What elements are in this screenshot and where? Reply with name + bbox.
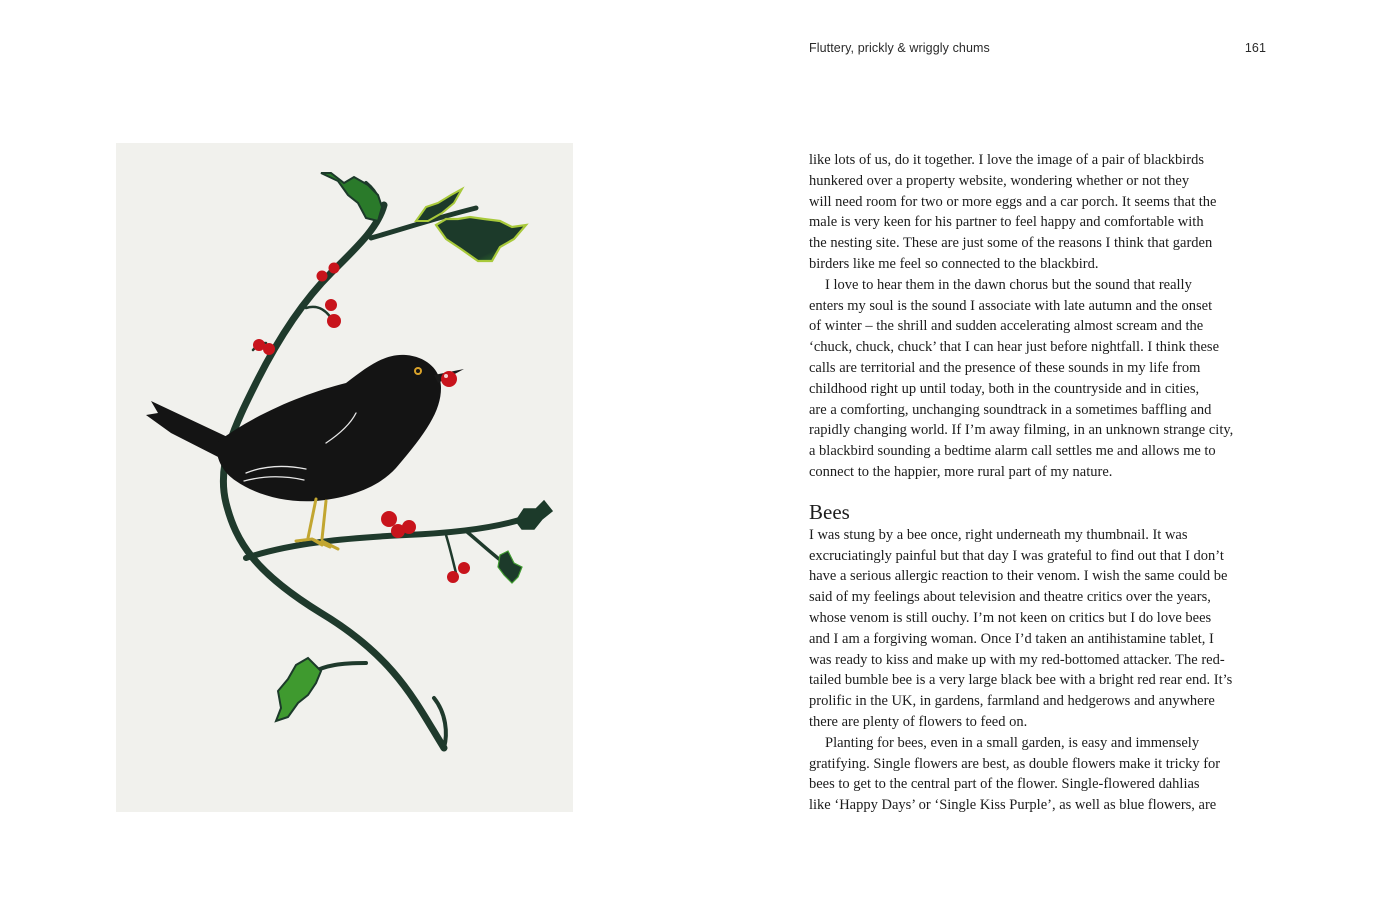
- blackbird-holly-illustration: [116, 143, 573, 812]
- text-line: like ‘Happy Days’ or ‘Single Kiss Purple’, as well as blue flowers, are: [809, 797, 1217, 814]
- text-line: Planting for bees, even in a small garden, is easy and immensely: [825, 734, 1200, 751]
- text-line: like lots of us, do it together. I love the image of a pair of blackbirds: [809, 152, 1205, 168]
- text-line: the nesting site. These are just some of the reasons I think that garden: [809, 235, 1213, 252]
- text-line: childhood right up until today, both in the countryside and in cities,: [809, 380, 1200, 397]
- page-number: 161: [1244, 41, 1266, 55]
- perch-twig: [466, 531, 504, 563]
- text-line: birders like me feel so connected to the blackbird.: [809, 255, 1099, 272]
- text-line: said of my feelings about television and theatre critics over the years,: [809, 589, 1211, 606]
- paragraph: [809, 525, 1269, 733]
- text-line: tailed bumble bee is a very large black bee with a bright red rear end. It’s: [809, 672, 1233, 689]
- text-line: excruciatingly painful but that day I was grateful to find out that I don’t: [809, 547, 1224, 564]
- section-heading: Bees: [809, 499, 850, 524]
- berry: [329, 263, 340, 274]
- berry: [317, 271, 328, 282]
- text-line: of winter – the shrill and sudden accelerating almost scream and the: [809, 318, 1204, 335]
- berry: [327, 314, 341, 328]
- berry: [447, 571, 459, 583]
- text-line: ‘chuck, chuck, chuck’ that I can hear just before nightfall. I think these: [809, 339, 1220, 356]
- running-title: Fluttery, prickly & wriggly chums: [809, 41, 990, 55]
- text-line: male is very keen for his partner to feel happy and comfortable with: [809, 214, 1204, 231]
- holly-leaf-top: [321, 173, 382, 221]
- text-line: and I am a forgiving woman. Once I’d taken an antihistamine tablet, I: [809, 630, 1214, 647]
- text-line: gratifying. Single flowers are best, as double flowers make it tricky for: [809, 755, 1221, 772]
- berry-in-beak: [441, 371, 457, 387]
- text-line: prolific in the UK, in gardens, farmland and hedgerows and anywhere: [809, 693, 1215, 710]
- text-line: I was stung by a bee once, right underneath my thumbnail. It was: [809, 526, 1188, 543]
- text-line: I love to hear them in the dawn chorus but the sound that really: [825, 276, 1192, 293]
- text-line: rapidly changing world. If I’m away filming, in an unknown strange city,: [809, 422, 1234, 439]
- text-line: a blackbird sounding a bedtime alarm call settles me and allows me to: [809, 443, 1216, 460]
- text-line: will need room for two or more eggs and a car porch. It seems that the: [809, 193, 1217, 210]
- text-line: enters my soul is the sound I associate with late autumn and the onset: [809, 297, 1213, 314]
- holly-leaf-lower-left: [276, 658, 321, 721]
- bird-pupil: [416, 369, 420, 373]
- holly-leaf-perch-under: [498, 551, 522, 583]
- perch-berry-stem: [446, 535, 456, 573]
- text-line: bees to get to the central part of the flower. Single-flowered dahlias: [809, 776, 1200, 793]
- running-head: [809, 41, 1266, 59]
- berry: [263, 343, 275, 355]
- paragraph: [809, 275, 1269, 483]
- blackbird-holly-drawing: [116, 143, 573, 812]
- text-line: was ready to kiss and make up with my red-bottomed attacker. The red-: [809, 651, 1225, 668]
- berry: [381, 511, 397, 527]
- text-line: calls are territorial and the presence of these sounds in my life from: [809, 359, 1201, 376]
- text-line: there are plenty of flowers to feed on.: [809, 713, 1028, 730]
- paragraph: [809, 150, 1269, 275]
- berry: [402, 520, 416, 534]
- text-line: have a serious allergic reaction to their venom. I wish the same could be: [809, 568, 1228, 585]
- holly-leaf-perch-end: [516, 501, 552, 529]
- text-line: connect to the happier, more rural part of my nature.: [809, 463, 1113, 480]
- berry: [458, 562, 470, 574]
- berry: [325, 299, 337, 311]
- body-text: [809, 150, 1269, 816]
- paragraph: [809, 733, 1269, 816]
- holly-leaf-large-right: [436, 217, 526, 261]
- text-line: whose venom is still ouchy. I’m not keen on critics but I do love bees: [809, 609, 1212, 626]
- text-line: are a comforting, unchanging soundtrack in a sometimes baffling and: [809, 401, 1212, 418]
- text-line: hunkered over a property website, wondering whether or not they: [809, 172, 1190, 189]
- berry-highlight: [444, 374, 448, 378]
